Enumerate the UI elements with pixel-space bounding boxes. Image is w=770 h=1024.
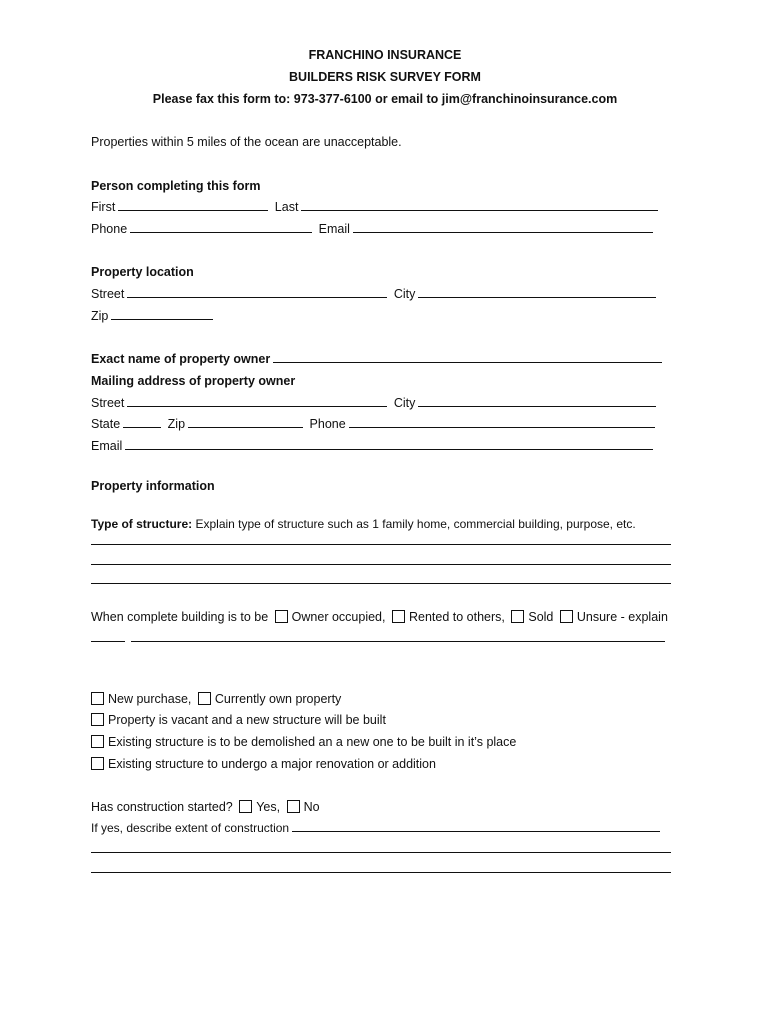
owner-street-field[interactable] bbox=[127, 395, 387, 407]
demolish-row bbox=[91, 734, 516, 750]
owner-occupied-checkbox[interactable] bbox=[275, 610, 288, 623]
last-name-field[interactable] bbox=[301, 199, 658, 211]
mailing-heading: Mailing address of property owner bbox=[91, 374, 296, 388]
currently-own-checkbox[interactable] bbox=[198, 692, 211, 705]
person-heading: Person completing this form bbox=[91, 179, 261, 193]
structure-line-3[interactable] bbox=[91, 583, 671, 584]
construction-row bbox=[91, 799, 320, 815]
unsure-checkbox[interactable] bbox=[560, 610, 573, 623]
renovation-label: Existing structure to undergo a major renovation or addition bbox=[108, 757, 436, 771]
location-zip-field[interactable] bbox=[111, 308, 213, 320]
owner-name-row bbox=[91, 351, 665, 367]
construction-question: Has construction started? bbox=[91, 800, 233, 814]
location-city-field[interactable] bbox=[418, 286, 656, 298]
street-label: Street bbox=[91, 287, 125, 301]
ocean-notice: Properties within 5 miles of the ocean are unacceptable. bbox=[91, 135, 402, 149]
person-name-row bbox=[91, 199, 661, 215]
location-street-row bbox=[91, 286, 659, 302]
unsure-label: Unsure - explain bbox=[576, 610, 668, 624]
first-label: First bbox=[91, 200, 116, 214]
purchase-row bbox=[91, 691, 341, 707]
structure-line-2[interactable] bbox=[91, 564, 671, 565]
new-purchase-label: New purchase, bbox=[108, 692, 192, 706]
explain-field-short[interactable] bbox=[91, 630, 125, 642]
fax-instructions: Please fax this form to: 973-377-6100 or email to jim@franchinoinsurance.com bbox=[152, 92, 618, 106]
occupancy-prefix: When complete building is to be bbox=[91, 610, 269, 624]
describe-field[interactable] bbox=[292, 820, 660, 832]
construction-yes-checkbox[interactable] bbox=[239, 800, 252, 813]
rented-checkbox[interactable] bbox=[392, 610, 405, 623]
location-heading: Property location bbox=[91, 265, 194, 279]
vacant-label: Property is vacant and a new structure will be built bbox=[108, 713, 386, 727]
phone-label: Phone bbox=[309, 417, 346, 431]
occupancy-row bbox=[91, 609, 668, 625]
owner-state-field[interactable] bbox=[123, 416, 161, 428]
phone-label: Phone bbox=[91, 222, 128, 236]
new-purchase-checkbox[interactable] bbox=[91, 692, 104, 705]
construction-no-checkbox[interactable] bbox=[287, 800, 300, 813]
person-contact-row bbox=[91, 221, 656, 237]
rented-label: Rented to others, bbox=[408, 610, 505, 624]
owner-city-field[interactable] bbox=[418, 395, 656, 407]
vacant-row bbox=[91, 712, 386, 728]
city-label: City bbox=[393, 396, 416, 410]
construction-yes-label: Yes, bbox=[256, 800, 281, 814]
structure-row bbox=[91, 516, 636, 532]
owner-email-field[interactable] bbox=[125, 438, 653, 450]
street-label: Street bbox=[91, 396, 125, 410]
company-name: FRANCHINO INSURANCE bbox=[308, 48, 462, 62]
vacant-checkbox[interactable] bbox=[91, 713, 104, 726]
describe-line-2[interactable] bbox=[91, 872, 671, 873]
owner-occupied-label: Owner occupied, bbox=[291, 610, 386, 624]
owner-phone-field[interactable] bbox=[349, 416, 655, 428]
owner-email-row bbox=[91, 438, 656, 454]
email-field[interactable] bbox=[353, 221, 653, 233]
renovation-checkbox[interactable] bbox=[91, 757, 104, 770]
location-street-field[interactable] bbox=[127, 286, 387, 298]
explain-row bbox=[91, 630, 668, 646]
sold-checkbox[interactable] bbox=[511, 610, 524, 623]
renovation-row bbox=[91, 756, 436, 772]
phone-field[interactable] bbox=[130, 221, 312, 233]
owner-name-field[interactable] bbox=[273, 351, 662, 363]
demolish-label: Existing structure is to be demolished an a new one to be built in it’s place bbox=[108, 735, 517, 749]
city-label: City bbox=[393, 287, 416, 301]
owner-street-row bbox=[91, 395, 659, 411]
describe-label: If yes, describe extent of construction bbox=[91, 821, 290, 835]
zip-label: Zip bbox=[91, 309, 109, 323]
owner-name-label: Exact name of property owner bbox=[91, 352, 271, 366]
last-label: Last bbox=[274, 200, 299, 214]
structure-hint: Explain type of structure such as 1 family home, commercial building, purpose, etc. bbox=[195, 517, 636, 531]
zip-label: Zip bbox=[167, 417, 186, 431]
explain-field[interactable] bbox=[131, 630, 665, 642]
describe-line-1[interactable] bbox=[91, 852, 671, 853]
sold-label: Sold bbox=[528, 610, 554, 624]
construction-no-label: No bbox=[303, 800, 320, 814]
structure-line-1[interactable] bbox=[91, 544, 671, 545]
state-label: State bbox=[91, 417, 121, 431]
demolish-checkbox[interactable] bbox=[91, 735, 104, 748]
first-name-field[interactable] bbox=[118, 199, 268, 211]
owner-state-row bbox=[91, 416, 658, 432]
owner-zip-field[interactable] bbox=[188, 416, 303, 428]
email-label: Email bbox=[318, 222, 350, 236]
form-title: BUILDERS RISK SURVEY FORM bbox=[289, 70, 481, 84]
location-zip-row bbox=[91, 308, 216, 324]
info-heading: Property information bbox=[91, 479, 215, 493]
currently-own-label: Currently own property bbox=[214, 692, 342, 706]
describe-row bbox=[91, 820, 663, 836]
structure-label: Type of structure: bbox=[91, 517, 193, 531]
email-label: Email bbox=[91, 439, 123, 453]
